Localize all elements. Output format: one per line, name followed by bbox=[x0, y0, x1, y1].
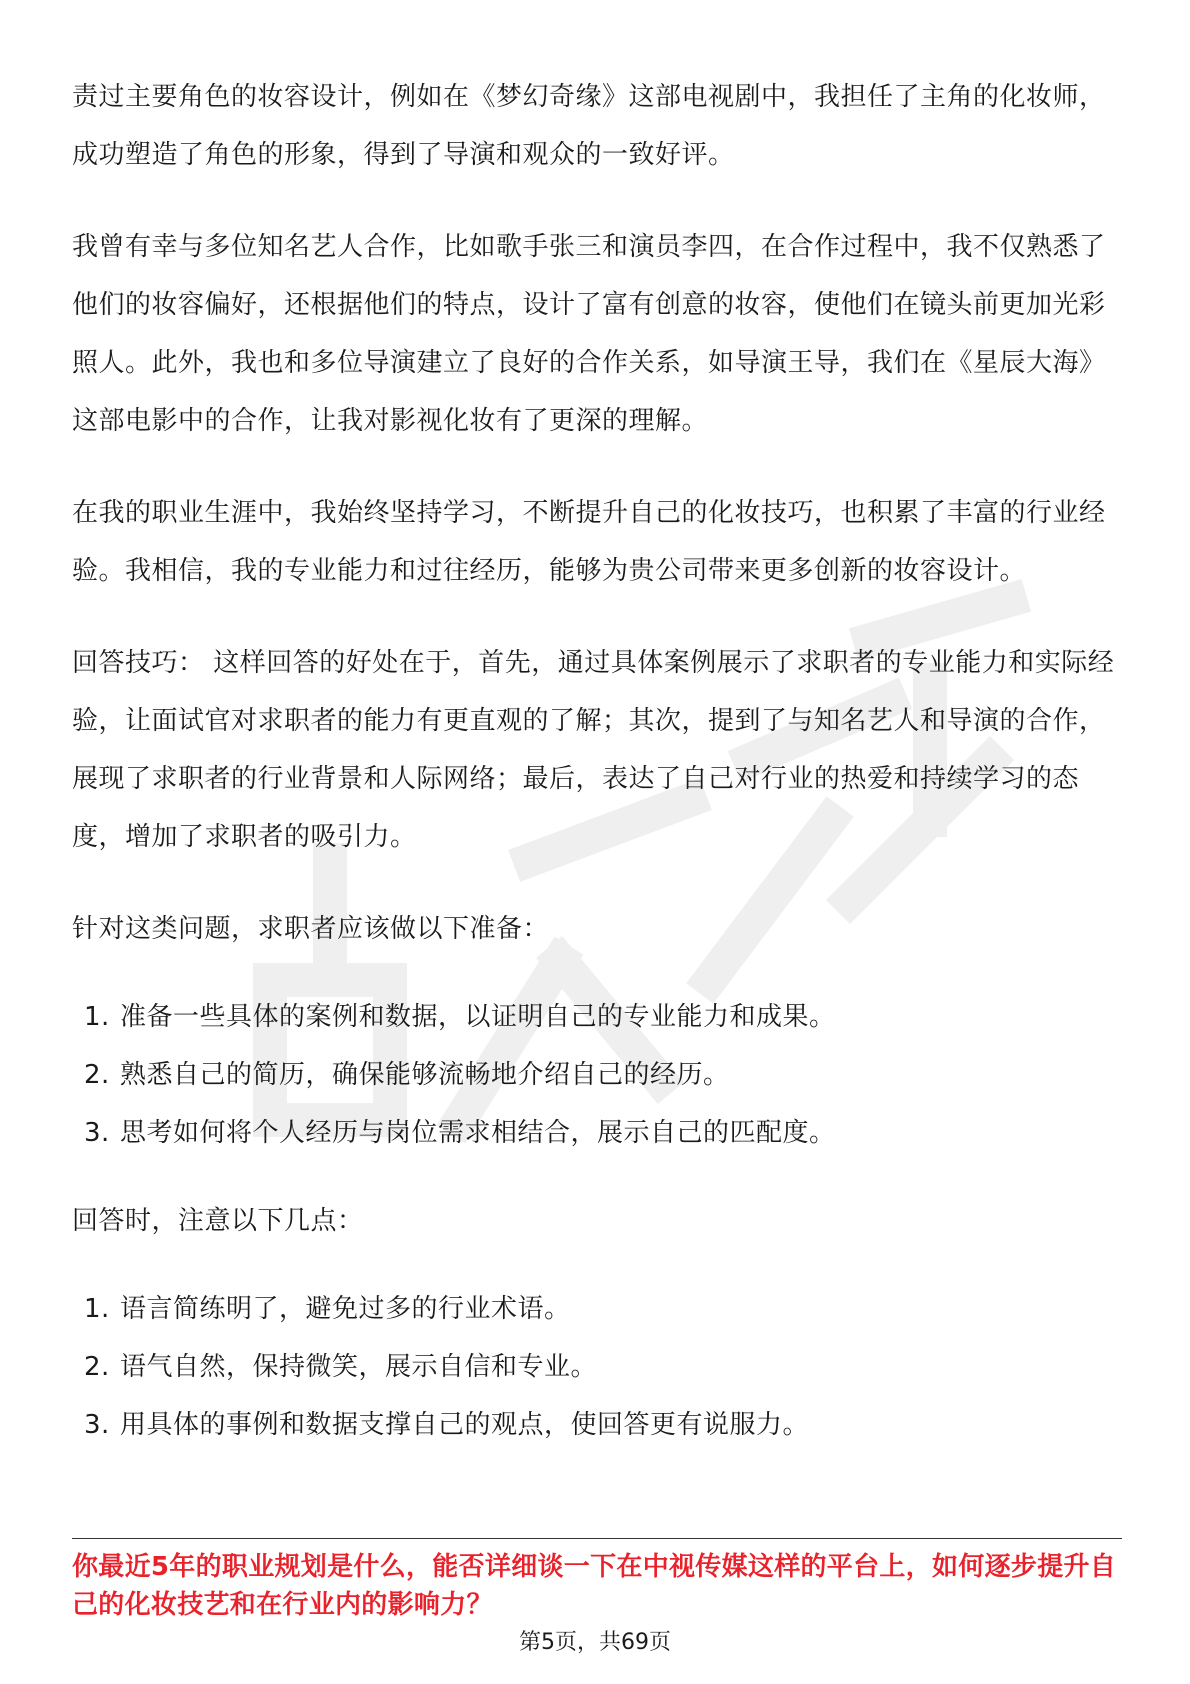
list-text: 语气自然，保持微笑，展示自信和专业。 bbox=[120, 1352, 598, 1382]
notes-intro: 回答时，注意以下几点： bbox=[72, 1206, 364, 1236]
next-question-heading: 你最近5年的职业规划是什么，能否详细谈一下在中视传媒这样的平台上，如何逐步提升自己的化妆技艺和在行业内的影响力？ bbox=[72, 1552, 1117, 1620]
list-text: 熟悉自己的简历，确保能够流畅地介绍自己的经历。 bbox=[120, 1060, 730, 1090]
document-body bbox=[72, 68, 1122, 1484]
list-text: 准备一些具体的案例和数据，以证明自己的专业能力和成果。 bbox=[120, 1002, 836, 1032]
divider bbox=[72, 1538, 1122, 1539]
list-item bbox=[72, 1280, 1122, 1338]
list-number: 2. bbox=[84, 1352, 110, 1382]
notes-list bbox=[72, 1280, 1122, 1454]
list-number: 1. bbox=[84, 1002, 110, 1032]
prep-list bbox=[72, 988, 1122, 1162]
prep-intro: 针对这类问题，求职者应该做以下准备： bbox=[72, 914, 550, 944]
list-text: 用具体的事例和数据支撑自己的观点，使回答更有说服力。 bbox=[120, 1410, 810, 1440]
page-footer: 第5页，共69页 bbox=[519, 1630, 671, 1655]
list-number: 1. bbox=[84, 1294, 110, 1324]
list-item bbox=[72, 1104, 1122, 1162]
list-number: 2. bbox=[84, 1060, 110, 1090]
paragraph: 责过主要角色的妆容设计，例如在《梦幻奇缘》这部电视剧中，我担任了主角的化妆师，成功塑造了角色的形象，得到了导演和观众的一致好评。 bbox=[72, 82, 1106, 170]
list-number: 3. bbox=[84, 1410, 110, 1440]
list-number: 3. bbox=[84, 1118, 110, 1148]
answer-tips-paragraph: 回答技巧： 这样回答的好处在于，首先，通过具体案例展示了求职者的专业能力和实际经验，让面试官对求职者的能力有更直观的了解；其次，提到了与知名艺人和导演的合作，展现了求职者的行业背景和人际网络；最后，表达了自己对行业的热爱和持续学习的态度，增加了求职者的吸引力。 bbox=[72, 648, 1115, 852]
list-text: 语言简练明了，避免过多的行业术语。 bbox=[120, 1294, 571, 1324]
list-item bbox=[72, 1338, 1122, 1396]
list-item bbox=[72, 988, 1122, 1046]
list-item bbox=[72, 1396, 1122, 1454]
list-text: 思考如何将个人经历与岗位需求相结合，展示自己的匹配度。 bbox=[120, 1118, 836, 1148]
paragraph: 我曾有幸与多位知名艺人合作，比如歌手张三和演员李四，在合作过程中，我不仅熟悉了他们的妆容偏好，还根据他们的特点，设计了富有创意的妆容，使他们在镜头前更加光彩照人。此外，我也和多位导演建立了良好的合作关系，如导演王导，我们在《星辰大海》这部电影中的合作，让我对影视化妆有了更深的理解。 bbox=[72, 232, 1106, 436]
paragraph: 在我的职业生涯中，我始终坚持学习，不断提升自己的化妆技巧，也积累了丰富的行业经验。我相信，我的专业能力和过往经历，能够为贵公司带来更多创新的妆容设计。 bbox=[72, 498, 1106, 586]
list-item bbox=[72, 1046, 1122, 1104]
